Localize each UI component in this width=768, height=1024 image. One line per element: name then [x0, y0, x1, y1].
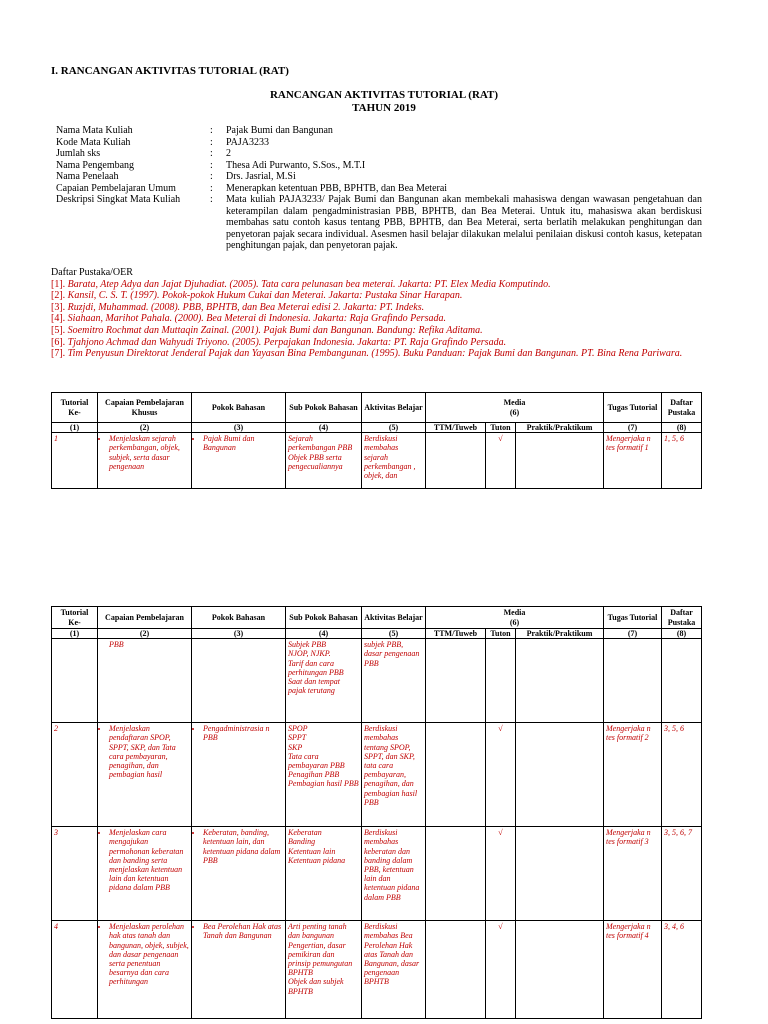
- cell-pokok: • Pajak Bumi dan Bangunan: [192, 433, 286, 489]
- th-daftar: Daftar Pustaka: [662, 607, 702, 629]
- info-row: [56, 171, 702, 183]
- th-tugas: Tugas Tutorial: [604, 393, 662, 423]
- reference-item: [51, 348, 701, 360]
- cell-tugas: Mengerjaka n tes formatif 3: [604, 827, 662, 921]
- info-value: Thesa Adi Purwanto, S.Sos., M.T.I: [226, 159, 366, 171]
- th-aktivitas: Aktivitas Belajar: [362, 393, 426, 423]
- cell-sub: SPOP SPPT SKP Tata cara pembayaran PBB Penagihan PBB Pembagian hasil PBB: [286, 723, 362, 827]
- cell-pokok: • Pengadministrasia n PBB: [192, 723, 286, 827]
- info-colon: :: [210, 194, 213, 205]
- table-row: [52, 723, 702, 827]
- th-n3: (3): [192, 629, 286, 639]
- table-row: [52, 921, 702, 1019]
- info-colon: :: [210, 136, 213, 148]
- cell-pokok: • Keberatan, banding, ketentuan lain, dan ketentuan pidana dalam PBB: [192, 827, 286, 921]
- cell-praktik: [516, 433, 604, 489]
- cell-sub: Arti penting tanah dan bangunan Pengertian, dasar pemikiran dan prinsip pemungutan BPHTB Objek dan subjek BPHTB: [286, 921, 362, 1019]
- info-label: Deskripsi Singkat Mata Kuliah: [56, 194, 181, 205]
- th-tuton: Tuton: [486, 423, 516, 433]
- th-tugas: Tugas Tutorial: [604, 607, 662, 629]
- th-pokok: Pokok Bahasan: [192, 607, 286, 629]
- cell-tuton: √: [486, 921, 516, 1019]
- cell-tuton: √: [486, 723, 516, 827]
- cell-sub: Keberatan Banding Ketentuan lain Ketentuan pidana: [286, 827, 362, 921]
- cell-ttm: [426, 723, 486, 827]
- cell-no: 3: [52, 827, 98, 921]
- th-tuton: Tuton: [486, 629, 516, 639]
- reference-text: Tim Penyusun Direktorat Jenderal Pajak dan Yayasan Bina Pembangunan. (1995). Buku Panduan: Pajak Bumi dan Bangunan. PT. Bina Rena Pariwara.: [67, 348, 683, 360]
- th-n8: (8): [662, 629, 702, 639]
- th-n8: (8): [662, 423, 702, 433]
- section-heading: I. RANCANGAN AKTIVITAS TUTORIAL (RAT): [51, 65, 289, 77]
- info-row: [56, 183, 702, 195]
- cell-capaian: PBB: [98, 639, 192, 723]
- info-label: Nama Pengembang: [56, 159, 135, 171]
- cell-capaian: • Menjelaskan pendaftaran SPOP, SPPT, SKP, dan Tata cara pembayaran, penagihan, dan pembagian hasil: [98, 723, 192, 827]
- cell-praktik: [516, 723, 604, 827]
- course-info: [56, 125, 702, 252]
- reference-item: [51, 337, 701, 349]
- info-colon: :: [210, 182, 213, 194]
- info-row: [56, 160, 702, 172]
- info-value: PAJA3233: [226, 136, 269, 148]
- cell-sub: Subjek PBB NJOP, NJKP. Tarif dan cara perhitungan PBB Saat dan tempat pajak terutang: [286, 639, 362, 723]
- info-row: [56, 194, 702, 252]
- cell-sub: Sejarah perkembangan PBB Objek PBB serta pengecualiannya: [286, 433, 362, 489]
- info-row: [56, 125, 702, 137]
- th-sub: Sub Pokok Bahasan: [286, 393, 362, 423]
- reference-text: Tjahjono Achmad dan Wahyudi Triyono. (2005). Perpajakan Indonesia. Jakarta: PT. Raja Grafindo Persada.: [67, 336, 507, 348]
- th-pokok: Pokok Bahasan: [192, 393, 286, 423]
- reference-list-title: Daftar Pustaka/OER: [51, 267, 133, 278]
- info-value: Menerapkan ketentuan PBB, BPHTB, dan Bea Meterai: [226, 182, 448, 194]
- cell-praktik: [516, 921, 604, 1019]
- th-aktivitas: Aktivitas Belajar: [362, 607, 426, 629]
- th-n1: (1): [52, 629, 98, 639]
- cell-aktivitas: Berdiskusi membahas sejarah perkembangan , objek, dan: [362, 433, 426, 489]
- info-value: Mata kuliah PAJA3233/ Pajak Bumi dan Bangunan akan membekali mahasiswa dengan wawasan pengetahuan dan keterampilan dalam pengadministrasian PBB, BPHTB, dan Bea Meterai. Untuk itu, mahasiswa akan berdiskusi membahas satu contoh kasus tentang PBB, BPHTB, dan Bea Meterai, serta berlatih melakukan penghitungan dan penyetoran pajak secara individual. Asesmen hasil belajar dilakukan melalui penilaian diskusi contoh kasus, ketepatan penghitungan pajak, dan penyetoran pajak.: [226, 194, 702, 251]
- info-value: Drs. Jasrial, M.Si: [226, 171, 296, 182]
- th-praktik: Praktik/Praktikum: [516, 629, 604, 639]
- cell-capaian: • Menjelaskan perolehan hak atas tanah dan bangunan, objek, subjek, dan dasar pengenaan serta penentuan besarnya dan cara perhitungan: [98, 921, 192, 1019]
- cell-aktivitas: Berdiskusi membahas keberatan dan banding dalam PBB, ketentuan lain dan ketentuan pidana dalam PBB: [362, 827, 426, 921]
- th-sub: Sub Pokok Bahasan: [286, 607, 362, 629]
- cell-pokok: [192, 639, 286, 723]
- cell-ttm: [426, 433, 486, 489]
- reference-text: Siahaan, Marihot Pahala. (2000). Bea Meterai di Indonesia. Jakarta: Raja Grafindo Persada.: [67, 313, 446, 325]
- table-row: [52, 433, 702, 489]
- info-colon: :: [210, 171, 213, 182]
- info-label: Nama Penelaah: [56, 171, 119, 182]
- th-n5: (5): [362, 629, 426, 639]
- cell-capaian: • Menjelaskan sejarah perkembangan, objek, subjek, serta dasar pengenaan: [98, 433, 192, 489]
- info-value: 2: [226, 148, 231, 159]
- th-n4: (4): [286, 629, 362, 639]
- cell-aktivitas: subjek PBB, dasar pengenaan PBB: [362, 639, 426, 723]
- th-n2: (2): [98, 629, 192, 639]
- reference-list: [51, 267, 701, 360]
- reference-text: Barata, Atep Adya dan Jajat Djuhadiat. (2005). Tata cara pelunasan bea meterai. Jakarta: PT. Elex Media Komputindo.: [67, 278, 551, 290]
- reference-number: [1].: [51, 278, 66, 290]
- cell-tuton: √: [486, 827, 516, 921]
- cell-praktik: [516, 639, 604, 723]
- cell-tugas: [604, 639, 662, 723]
- cell-pustaka: 1, 5, 6: [662, 433, 702, 489]
- reference-item: [51, 302, 701, 314]
- th-tutorial: Tutorial Ke-: [52, 607, 98, 629]
- cell-tuton: √: [486, 433, 516, 489]
- th-praktik: Praktik/Praktikum: [516, 423, 604, 433]
- info-label: Jumlah sks: [56, 148, 101, 159]
- cell-tugas: Mengerjaka n tes formatif 1: [604, 433, 662, 489]
- cell-no: 2: [52, 723, 98, 827]
- reference-text: Soemitro Rochmat dan Muttaqin Zainal. (2001). Pajak Bumi dan Bangunan. Bandung: Refika Aditama.: [67, 324, 483, 336]
- cell-pustaka: 3, 4, 6: [662, 921, 702, 1019]
- th-ttm: TTM/Tuweb: [426, 423, 486, 433]
- cell-tugas: Mengerjaka n tes formatif 4: [604, 921, 662, 1019]
- cell-no: [52, 639, 98, 723]
- reference-text: Ruzjdi, Muhammad. (2008). PBB, BPHTB, dan Bea Meterai edisi 2. Jakarta: PT. Indeks.: [67, 301, 425, 313]
- reference-item: [51, 290, 701, 302]
- th-n4: (4): [286, 423, 362, 433]
- cell-pustaka: 3, 5, 6: [662, 723, 702, 827]
- th-n7: (7): [604, 423, 662, 433]
- info-row: [56, 137, 702, 149]
- reference-item: [51, 279, 701, 291]
- cell-pustaka: 3, 5, 6, 7: [662, 827, 702, 921]
- th-media: Media (6): [426, 393, 604, 423]
- th-n5: (5): [362, 423, 426, 433]
- info-row: [56, 148, 702, 160]
- cell-pokok: • Bea Perolehan Hak atas Tanah dan Bangunan: [192, 921, 286, 1019]
- cell-tuton: [486, 639, 516, 723]
- th-ttm: TTM/Tuweb: [426, 629, 486, 639]
- info-label: Kode Mata Kuliah: [56, 136, 131, 148]
- cell-capaian: • Menjelaskan cara mengajukan permohonan keberatan dan banding serta menjelaskan ketentuan lain dan ketentuan pidana dalam PBB: [98, 827, 192, 921]
- cell-ttm: [426, 827, 486, 921]
- cell-praktik: [516, 827, 604, 921]
- cell-no: 4: [52, 921, 98, 1019]
- reference-number: [2].: [51, 290, 66, 302]
- info-value: Pajak Bumi dan Bangunan: [226, 125, 333, 136]
- cell-aktivitas: Berdiskusi membahas Bea Perolehan Hak atas Tanah dan Bangunan, dasar pengenaan BPHTB: [362, 921, 426, 1019]
- reference-item: [51, 325, 701, 337]
- th-capaian: Capaian Pembelajaran: [98, 607, 192, 629]
- th-capaian: Capaian Pembelajaran Khusus: [98, 393, 192, 423]
- reference-number: [4].: [51, 313, 66, 325]
- cell-aktivitas: Berdiskusi membahas tentang SPOP, SPPT, dan SKP, tata cara pembayaran, penagihan, dan pembagian hasil PBB: [362, 723, 426, 827]
- info-colon: :: [210, 148, 213, 159]
- th-n3: (3): [192, 423, 286, 433]
- info-label: Nama Mata Kuliah: [56, 125, 133, 136]
- cell-ttm: [426, 921, 486, 1019]
- cell-no: 1: [52, 433, 98, 489]
- th-media: Media (6): [426, 607, 604, 629]
- info-colon: :: [210, 159, 213, 171]
- info-label: Capaian Pembelajaran Umum: [56, 182, 176, 194]
- doc-year: TAHUN 2019: [352, 102, 416, 114]
- cell-pustaka: [662, 639, 702, 723]
- table-row: [52, 639, 702, 723]
- cell-ttm: [426, 639, 486, 723]
- th-n1: (1): [52, 423, 98, 433]
- reference-item: [51, 313, 701, 325]
- cell-tugas: Mengerjaka n tes formatif 2: [604, 723, 662, 827]
- th-daftar: Daftar Pustaka: [662, 393, 702, 423]
- reference-number: [6].: [51, 336, 66, 348]
- info-colon: :: [210, 125, 213, 136]
- table-row: [52, 827, 702, 921]
- reference-number: [5].: [51, 324, 66, 336]
- rat-table-1: [51, 392, 702, 489]
- reference-number: [3].: [51, 301, 66, 313]
- doc-title: RANCANGAN AKTIVITAS TUTORIAL (RAT): [269, 89, 499, 101]
- th-n2: (2): [98, 423, 192, 433]
- th-n7: (7): [604, 629, 662, 639]
- rat-table-2: [51, 606, 702, 1019]
- reference-number: [7].: [51, 348, 66, 360]
- th-tutorial: Tutorial Ke-: [52, 393, 98, 423]
- reference-text: Kansil, C. S. T. (1997). Pokok-pokok Hukum Cukai dan Meterai. Jakarta: Pustaka Sinar Harapan.: [67, 290, 463, 302]
